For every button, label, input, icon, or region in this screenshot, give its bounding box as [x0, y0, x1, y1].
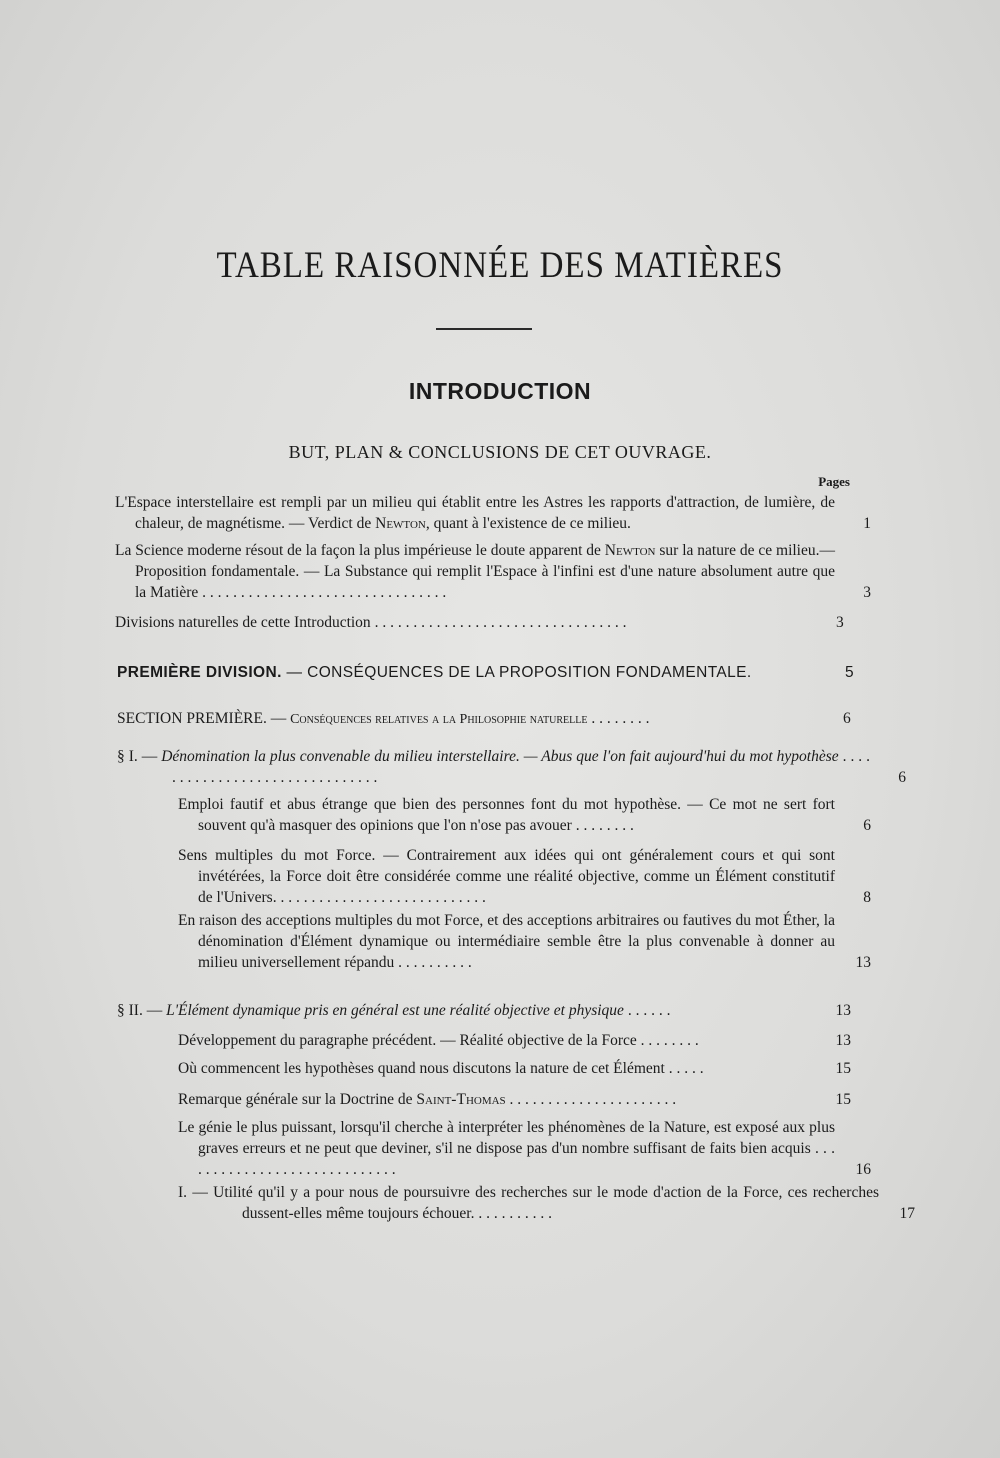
paragraph-dash: —	[137, 748, 162, 765]
division-title: — CONSÉQUENCES DE LA PROPOSITION FONDAMENTALE.	[281, 664, 752, 681]
entry-page-number: 8	[863, 889, 871, 906]
toc-entry	[178, 910, 871, 973]
paragraph-label: § I.	[117, 748, 138, 765]
section-label: SECTION PREMIÈRE.	[117, 710, 267, 727]
paragraph-title: Dénomination la plus convenable du milieu interstellaire. — Abus que l'on fait aujourd'hui du mot hypothèse	[161, 748, 839, 765]
entry-text: Utilité qu'il y a pour nous de poursuivre des recherches sur le mode d'action de la Force, ces recherches dussent-elles même toujours échouer	[213, 1184, 879, 1222]
entry-text: Où commencent les hypothèses quand nous discutons la nature de cet Élément	[178, 1060, 665, 1077]
entry-text: Remarque générale sur la Doctrine de	[178, 1091, 417, 1108]
entry-text: La Science moderne résout de la façon la plus impérieuse le doute apparent de	[115, 542, 605, 559]
entry-page-number: 13	[855, 954, 871, 971]
toc-entry	[178, 845, 871, 908]
dot-leader: . . . . . . . . . . . . . . . . . . . . . . . . . . . . . . . .	[198, 584, 447, 601]
paragraph-page-number: 6	[898, 769, 906, 786]
introduction-heading: INTRODUCTION	[408, 378, 592, 404]
toc-entry	[115, 540, 871, 603]
dot-leader: . . . . . . . .	[575, 817, 634, 834]
title-divider	[436, 328, 532, 330]
pages-column-label: Pages	[818, 474, 850, 489]
toc-entry	[178, 1117, 871, 1180]
entry-page-number: 15	[835, 1091, 851, 1108]
paragraph-dash: —	[142, 1002, 167, 1019]
dot-leader: . . . . . .	[623, 1002, 671, 1019]
division-label: PREMIÈRE DIVISION.	[117, 664, 282, 681]
entry-dash: —	[187, 1184, 214, 1201]
entry-text: Développement du paragraphe précédent. — Réalité objective de la Force	[178, 1032, 637, 1049]
entry-text: Sens multiples du mot Force. — Contrairement aux idées qui ont généralement cours et qui sont invétérées, la Force doit être considérée comme une réalité objective, comme un Élément constitutif de l'Univers	[178, 847, 835, 906]
toc-entry	[115, 612, 815, 633]
entry-author-name: Saint-Thomas	[416, 1091, 506, 1108]
dot-leader: . . . . . . . . . . .	[470, 1205, 552, 1222]
toc-entry	[178, 794, 871, 836]
entry-text: Emploi fautif et abus étrange que bien des personnes font du mot hypothèse. — Ce mot ne sert fort souvent qu'à masquer des opinions que l'on n'ose pas avouer	[178, 796, 835, 834]
entry-text: En raison des acceptions multiples du mot Force, et des acceptions arbitraires ou fautives du mot Éther, la dénomination d'Élément dynamique ou intermédiaire semble être la plus convenable à donner au milieu universellement répandu	[178, 912, 835, 971]
section-dash: —	[266, 710, 291, 727]
entry-label: I.	[178, 1184, 188, 1201]
entry-text: L'Espace interstellaire est rempli par un milieu qui établit entre les Astres les rapports d'attraction, de lumière, de chaleur, de magnétisme. — Verdict de	[115, 494, 835, 532]
entry-page-number: 1	[863, 515, 871, 532]
section-page-number: 6	[843, 710, 851, 727]
toc-entry	[115, 492, 871, 534]
page-title: TABLE RAISONNÉE DES MATIÈRES	[216, 245, 784, 287]
dot-leader: . . . . . . . . . . . . . . . . . . . . . . . . . . . . . . .	[172, 748, 871, 786]
division-page-number: 5	[845, 664, 855, 681]
dot-leader: . . . . .	[664, 1060, 704, 1077]
entry-text: sur la nature de ce milieu.— Proposition fondamentale. — La Substance qui remplit l'Espace à l'infini est d'une nature absolument autre que la Matière	[135, 542, 835, 601]
section-heading	[117, 710, 851, 728]
section-title: Conséquences relatives a la Philosophie naturelle	[290, 712, 588, 727]
entry-page-number: 16	[855, 1161, 871, 1178]
dot-leader: . . . . . . . . . . . . . . . . . . . . . . . . . . . .	[272, 889, 486, 906]
entry-author-name: Newton	[375, 515, 426, 532]
division-heading	[117, 664, 855, 682]
entry-page-number: 13	[835, 1032, 851, 1049]
toc-entry	[178, 1058, 851, 1079]
paragraph-page-number: 13	[835, 1002, 851, 1019]
entry-page-number: 6	[863, 817, 871, 834]
dot-leader: . . . . . . . . . . . . . . . . . . . . . . . . . . . . .	[198, 1140, 836, 1178]
entry-page-number: 15	[835, 1060, 851, 1077]
dot-leader: . . . . . . . . . .	[394, 954, 472, 971]
paragraph-title: L'Élément dynamique pris en général est une réalité objective et physique	[166, 1002, 624, 1019]
entry-page-number: 3	[836, 614, 844, 631]
entry-author-name: Newton	[604, 542, 656, 559]
entry-text: Divisions naturelles de cette Introduction	[115, 614, 371, 631]
paragraph-heading	[117, 746, 906, 788]
toc-entry	[178, 1089, 851, 1110]
paragraph-label: § II.	[117, 1002, 143, 1019]
toc-entry	[178, 1182, 915, 1224]
dot-leader: . . . . . . . .	[587, 710, 650, 727]
paragraph-heading	[117, 1000, 851, 1021]
dot-leader: . . . . . . . . . . . . . . . . . . . . . .	[509, 1091, 677, 1108]
dot-leader: . . . . . . . . . . . . . . . . . . . . . . . . . . . . . . . . .	[374, 614, 627, 631]
entry-page-number: 17	[899, 1205, 915, 1222]
entry-page-number: 3	[863, 584, 871, 601]
introduction-subtitle: BUT, PLAN & CONCLUSIONS DE CET OUVRAGE.	[288, 442, 712, 462]
entry-text: Le génie le plus puissant, lorsqu'il cherche à interpréter les phénomènes de la Nature, est exposé aux plus graves erreurs et ne peut que deviner, s'il ne dispose pas d'un nombre suffisant de faits bien acquis	[178, 1119, 835, 1157]
dot-leader: . . . . . . . .	[636, 1032, 699, 1049]
entry-text: , quant à l'existence de ce milieu.	[425, 515, 631, 532]
toc-entry	[178, 1030, 851, 1051]
